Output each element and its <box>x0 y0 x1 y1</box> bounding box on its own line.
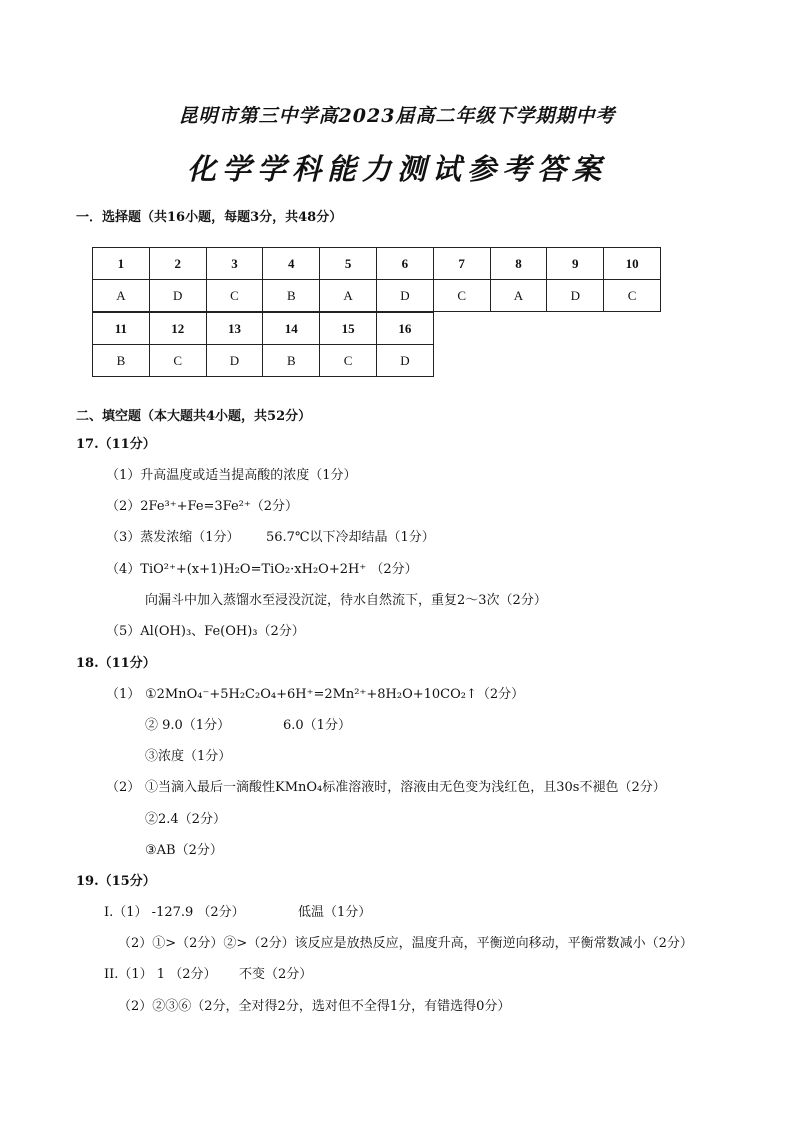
answer-cell: A <box>320 280 377 312</box>
question-number-cell: 2 <box>149 248 206 280</box>
question-number-cell: 9 <box>547 248 604 280</box>
q19-II-part1a: II.（1） 1 （2分） <box>104 967 217 982</box>
answer-table-1 <box>92 247 661 312</box>
q17-part2: （2）2Fe³⁺+Fe=3Fe²⁺（2分） <box>106 499 299 514</box>
answer-cell: B <box>93 345 150 377</box>
question-number-cell: 16 <box>376 313 433 345</box>
q17-heading: 17.（11分） <box>76 437 156 452</box>
answer-cell: C <box>604 280 661 312</box>
answer-cell: C <box>149 345 206 377</box>
question-number-cell: 10 <box>604 248 661 280</box>
question-number-row <box>93 313 434 345</box>
q18-part2-c: ③AB（2分） <box>145 843 223 858</box>
answer-cell: D <box>149 280 206 312</box>
q18-part1-label: （1） <box>106 687 141 702</box>
question-number-cell: 8 <box>490 248 547 280</box>
q18-part1-a: ①2MnO₄⁻+5H₂C₂O₄+6H⁺=2Mn²⁺+8H₂O+10CO₂↑（2分） <box>145 687 525 702</box>
q18-part2-a: ①当滴入最后一滴酸性KMnO₄标准溶液时，溶液由无色变为浅红色，且30s不褪色（2分） <box>145 780 666 795</box>
q18-part2-b: ②2.4（2分） <box>145 812 226 827</box>
answer-cell: D <box>376 280 433 312</box>
q19-I-part1b: 低温（1分） <box>298 905 372 920</box>
question-number-cell: 5 <box>320 248 377 280</box>
section-2-title: 二、填空题（本大题共4小题，共52分） <box>76 409 312 424</box>
question-number-cell: 13 <box>206 313 263 345</box>
section-1-title: 一．选择题（共16小题，每题3分，共48分） <box>76 210 343 225</box>
q18-part2-label: （2） <box>106 780 141 795</box>
answer-cell: C <box>320 345 377 377</box>
answer-table-2 <box>92 312 434 377</box>
answer-row <box>93 280 661 312</box>
q18-heading: 18.（11分） <box>76 656 156 671</box>
answer-cell: D <box>206 345 263 377</box>
question-number-cell: 14 <box>263 313 320 345</box>
question-number-cell: 1 <box>93 248 150 280</box>
q17-part3b: 56.7℃以下冷却结晶（1分） <box>266 530 435 545</box>
q17-part4-wash: 向漏斗中加入蒸馏水至浸没沉淀，待水自然流下，重复2～3次（2分） <box>145 593 547 608</box>
document-header-school: 昆明市第三中学高2023届高二年级下学期期中考 <box>178 105 616 127</box>
answer-cell: A <box>490 280 547 312</box>
q19-heading: 19.（15分） <box>76 874 156 889</box>
question-number-cell: 3 <box>206 248 263 280</box>
q19-II-part2: （2）②③⑥（2分，全对得2分，选对但不全得1分，有错选得0分） <box>118 999 511 1014</box>
q18-part1-b1: ② 9.0（1分） <box>145 718 231 733</box>
q18-part1-c: ③浓度（1分） <box>145 749 232 764</box>
question-number-cell: 15 <box>320 313 377 345</box>
q19-II-part1b: 不变（2分） <box>239 967 313 982</box>
q19-I-part1a: I.（1） -127.9 （2分） <box>104 905 245 920</box>
question-number-cell: 4 <box>263 248 320 280</box>
answer-cell: C <box>206 280 263 312</box>
answer-cell: C <box>433 280 490 312</box>
q19-I-part2: （2）①>（2分）②>（2分）该反应是放热反应，温度升高，平衡逆向移动，平衡常数减小（2分） <box>118 936 693 951</box>
document-title: 化学学科能力测试参考答案 <box>186 152 607 186</box>
q17-part5: （5）Al(OH)₃、Fe(OH)₃（2分） <box>106 624 305 639</box>
q17-part4: （4）TiO²⁺+(x+1)H₂O=TiO₂·xH₂O+2H⁺ （2分） <box>106 562 418 577</box>
answer-cell: A <box>93 280 150 312</box>
q17-part1: （1）升高温度或适当提高酸的浓度（1分） <box>106 468 357 483</box>
answer-cell: B <box>263 280 320 312</box>
question-number-cell: 7 <box>433 248 490 280</box>
q17-part3a: （3）蒸发浓缩（1分） <box>106 530 240 545</box>
answer-row <box>93 345 434 377</box>
q18-part1-b2: 6.0（1分） <box>283 718 351 733</box>
answer-cell: B <box>263 345 320 377</box>
answer-cell: D <box>376 345 433 377</box>
question-number-row <box>93 248 661 280</box>
question-number-cell: 6 <box>376 248 433 280</box>
answer-cell: D <box>547 280 604 312</box>
question-number-cell: 12 <box>149 313 206 345</box>
question-number-cell: 11 <box>93 313 150 345</box>
